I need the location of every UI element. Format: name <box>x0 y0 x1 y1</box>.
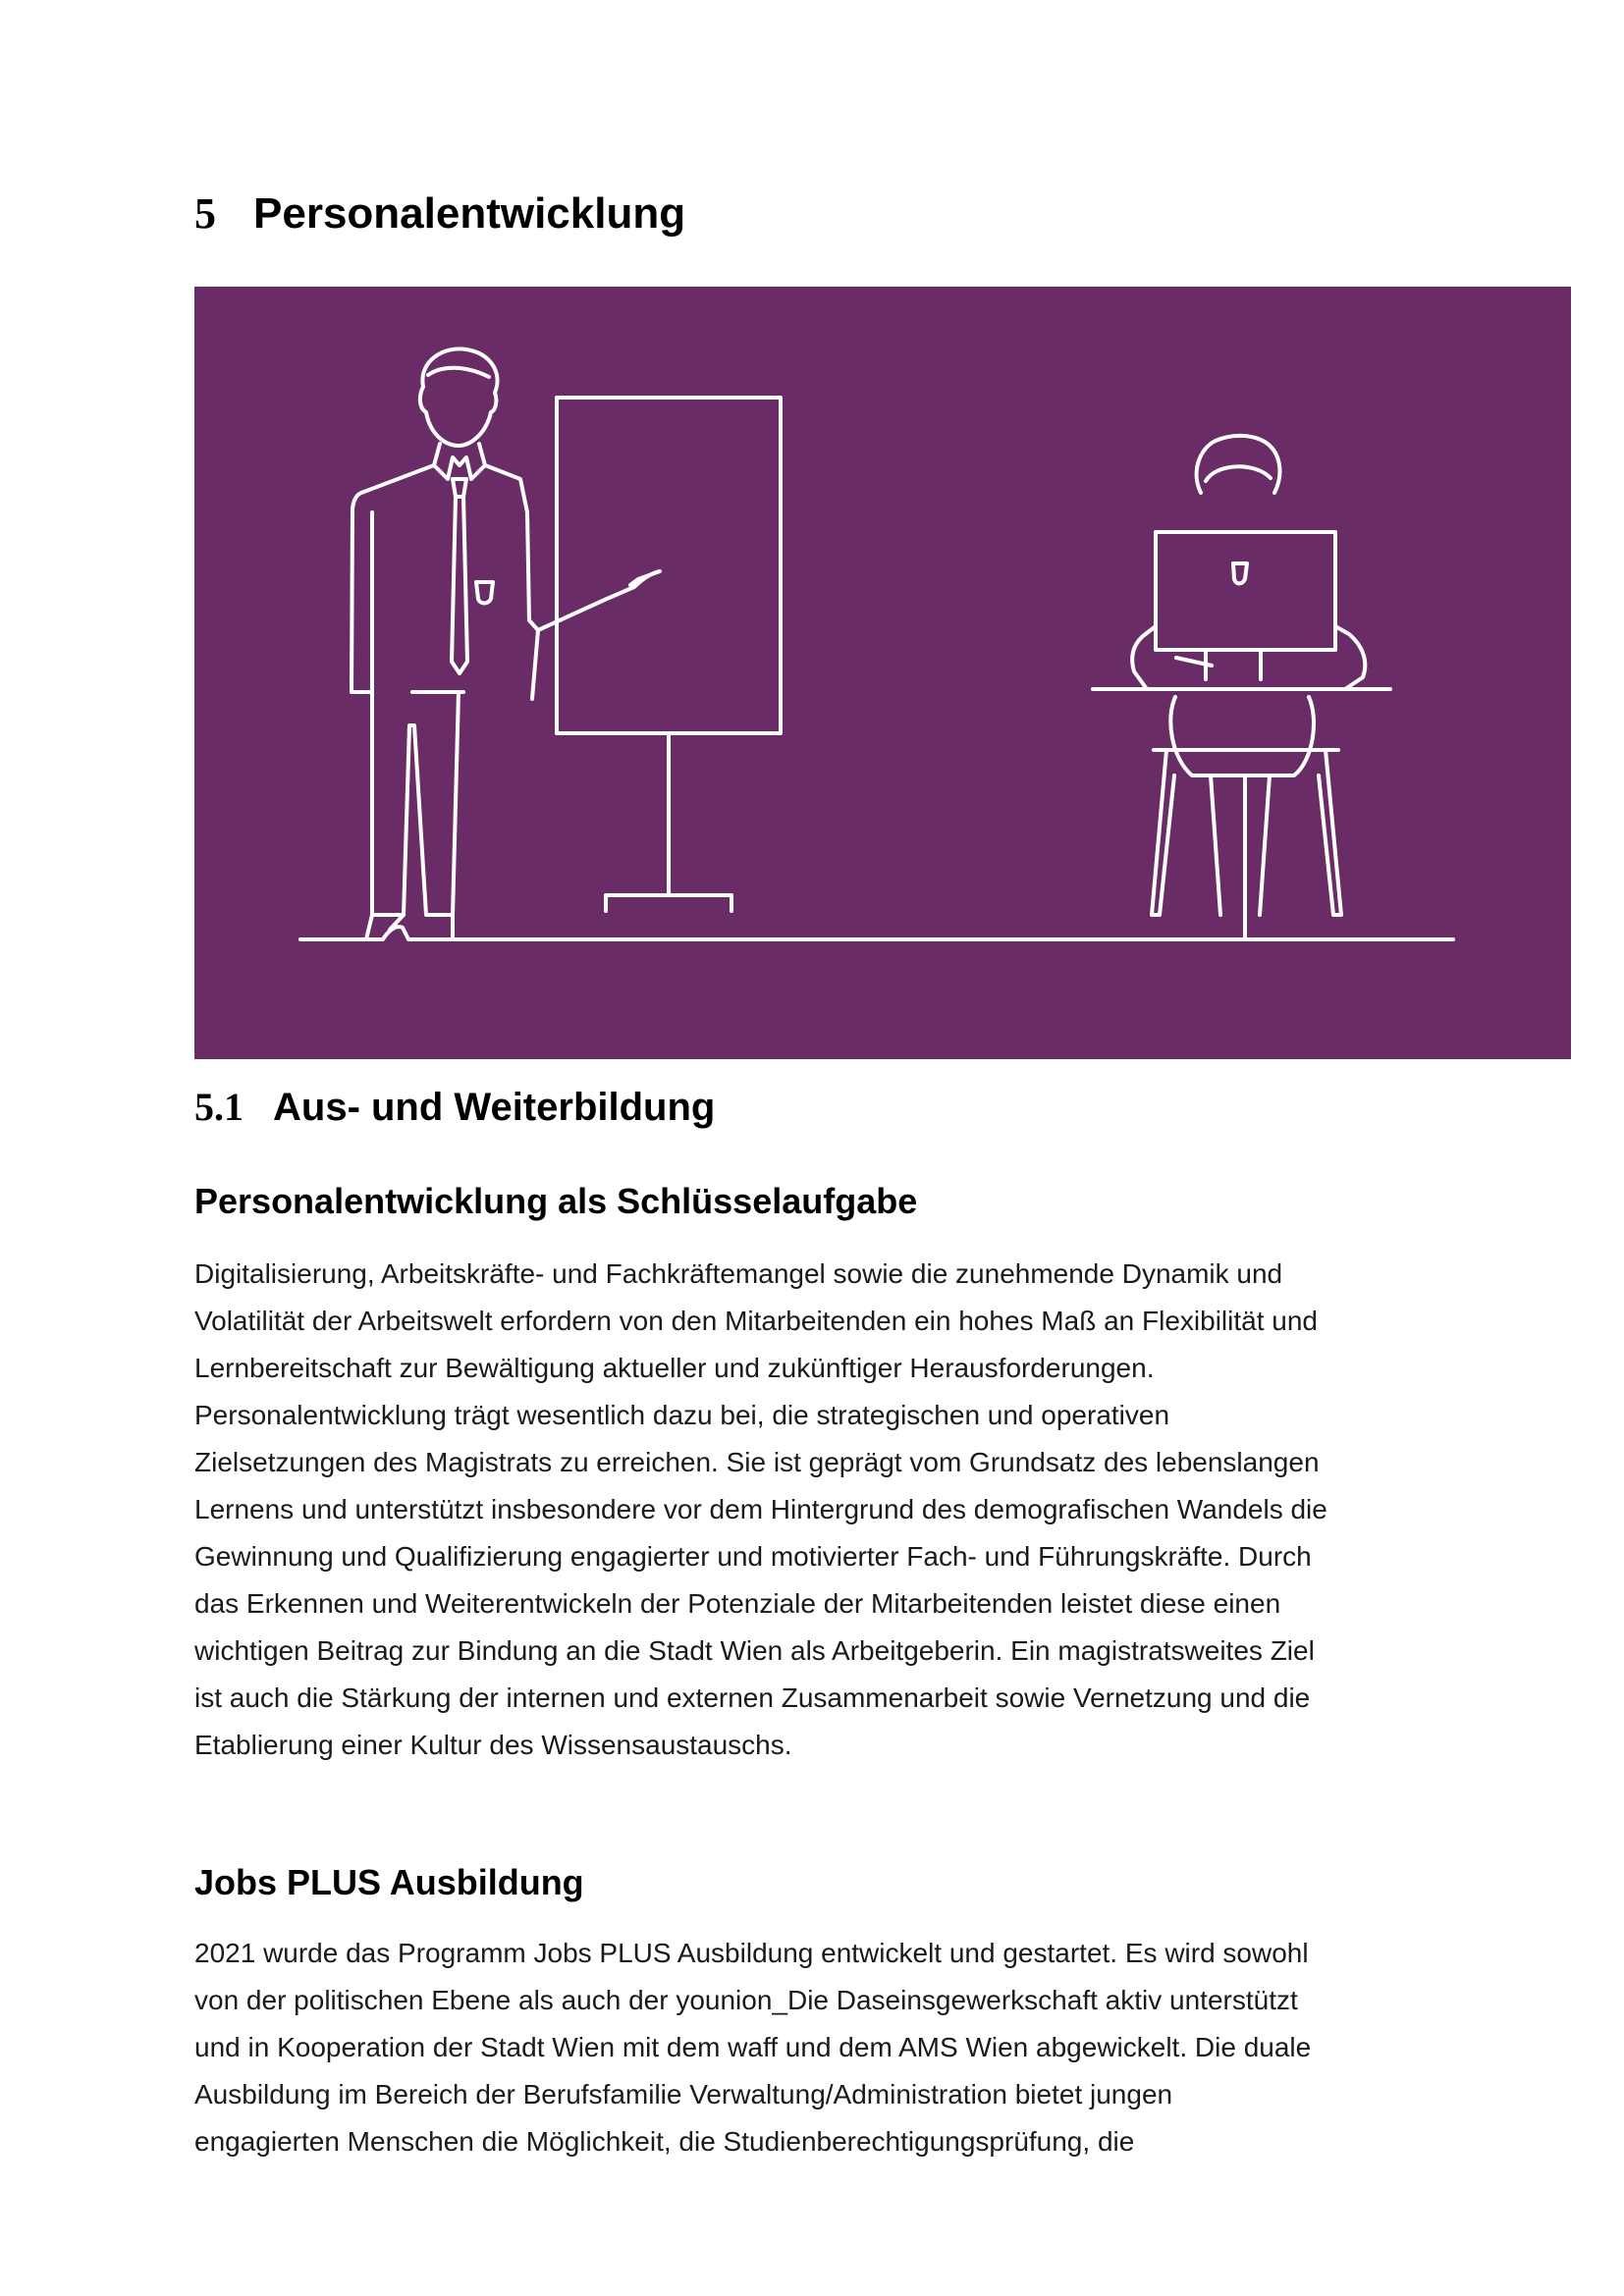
chapter-title: Personalentwicklung <box>253 189 686 238</box>
text-line: Personalentwicklung trägt wesentlich dazu bei, die strategischen und operativen <box>194 1400 1170 1430</box>
subheading-jobs-plus: Jobs PLUS Ausbildung <box>194 1862 584 1902</box>
subheading-schluesselaufgabe: Personalentwicklung als Schlüsselaufgabe <box>194 1181 918 1221</box>
paragraph-jobs-plus <box>194 1930 1471 2165</box>
text-line: Ausbildung im Bereich der Berufsfamilie Verwaltung/Administration bietet jungen <box>194 2079 1173 2109</box>
hero-illustration <box>194 287 1571 1059</box>
text-line: Lernens und unterstützt insbesondere vor dem Hintergrund des demografischen Wandels die <box>194 1494 1327 1524</box>
text-line: von der politischen Ebene als auch der younion_Die Daseinsgewerkschaft aktiv unterstützt <box>194 1985 1298 2015</box>
paragraph-schluesselaufgabe <box>194 1251 1471 1769</box>
text-line: wichtigen Beitrag zur Bindung an die Stadt Wien als Arbeitgeberin. Ein magistratsweites Ziel <box>194 1635 1315 1666</box>
text-line: Lernbereitschaft zur Bewältigung aktueller und zukünftiger Herausforderungen. <box>194 1353 1155 1383</box>
text-line: Zielsetzungen des Magistrats zu erreichen. Sie ist geprägt vom Grundsatz des lebenslangen <box>194 1447 1320 1477</box>
text-line: 2021 wurde das Programm Jobs PLUS Ausbildung entwickelt und gestartet. Es wird sowohl <box>194 1938 1309 1968</box>
text-line: Digitalisierung, Arbeitskräfte- und Fachkräftemangel sowie die zunehmende Dynamik und <box>194 1258 1283 1289</box>
presenter-figure <box>352 348 660 939</box>
section-heading <box>194 1085 716 1129</box>
section-number: 5.1 <box>194 1085 244 1129</box>
text-line: Volatilität der Arbeitswelt erfordern von den Mitarbeitenden ein hohes Maß an Flexibilität und <box>194 1306 1318 1336</box>
text-line: Etablierung einer Kultur des Wissensaustauschs. <box>194 1730 792 1760</box>
text-line: das Erkennen und Weiterentwickeln der Potenziale der Mitarbeitenden leistet diese einen <box>194 1588 1281 1619</box>
training-scene-illustration <box>194 287 1571 1059</box>
text-line: engagierten Menschen die Möglichkeit, die Studienberechtigungsprüfung, die <box>194 2126 1135 2157</box>
seated-figure-with-laptop <box>1093 436 1390 939</box>
text-line: Gewinnung und Qualifizierung engagierter und motivierter Fach- und Führungskräfte. Durch <box>194 1541 1312 1572</box>
chapter-number: 5 <box>194 189 216 238</box>
flipchart-board <box>557 398 781 911</box>
floor-line <box>300 927 1453 939</box>
text-line: und in Kooperation der Stadt Wien mit dem waff und dem AMS Wien abgewickelt. Die duale <box>194 2032 1312 2062</box>
chapter-heading <box>194 189 686 238</box>
section-title: Aus- und Weiterbildung <box>273 1086 716 1129</box>
text-line: ist auch die Stärkung der internen und externen Zusammenarbeit sowie Vernetzung und die <box>194 1682 1311 1713</box>
